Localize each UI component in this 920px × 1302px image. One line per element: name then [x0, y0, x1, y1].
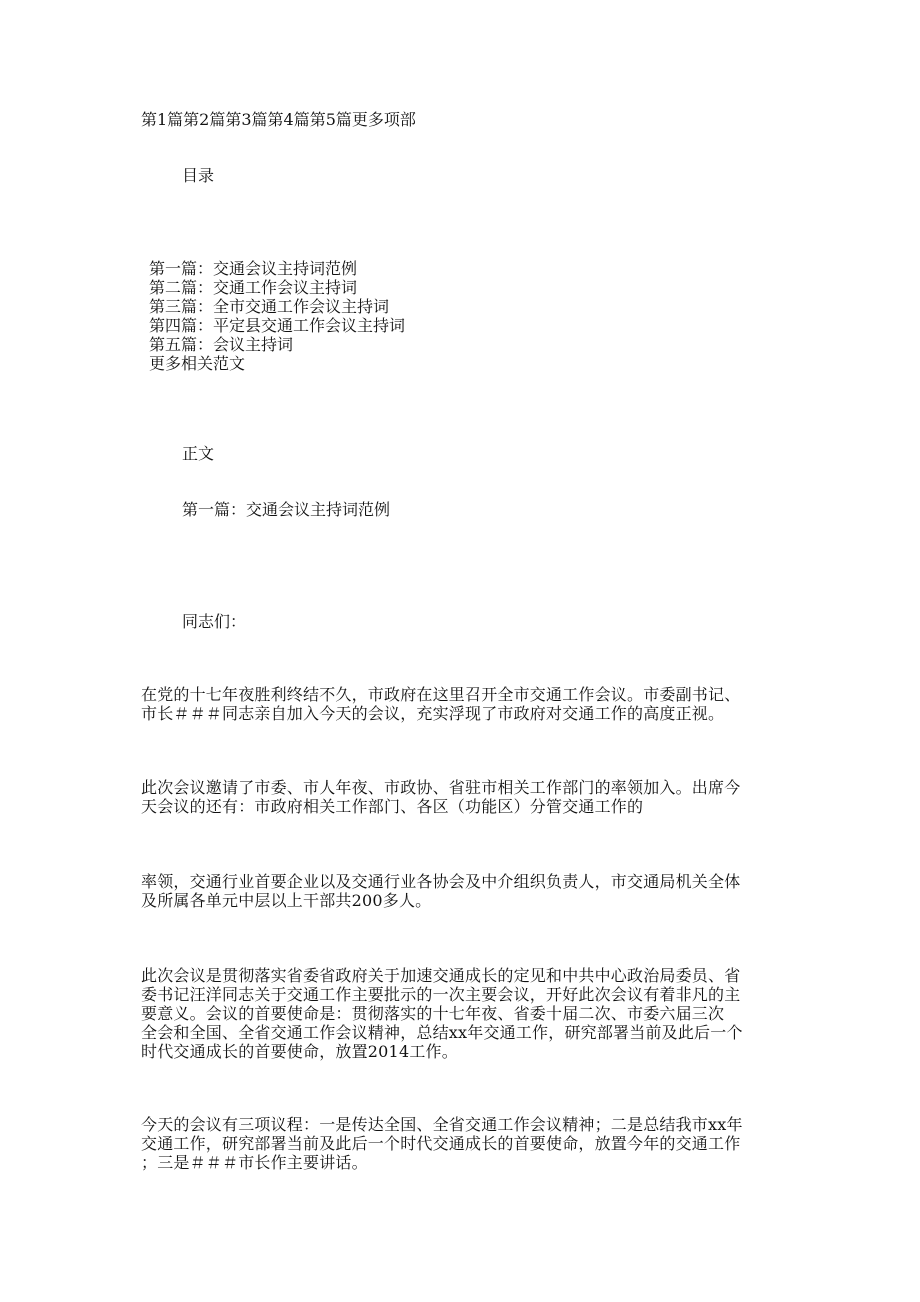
- paragraph: [141, 966, 781, 1061]
- paragraph-line: 及所属各单元中层以上干部共200多人。: [141, 891, 432, 910]
- paragraph-line: 时代交通成长的首要使命，放置2014工作。: [141, 1042, 458, 1061]
- toc-item[interactable]: 第三篇：全市交通工作会议主持词: [149, 297, 390, 316]
- paragraph: [141, 778, 781, 816]
- toc-list: [149, 259, 405, 373]
- paragraph: [141, 872, 781, 910]
- paragraph-line: 此次会议是贯彻落实省委省政府关于加速交通成长的定见和中共中心政治局委员、省: [141, 966, 741, 985]
- paragraph-line: ；三是＃＃＃市长作主要讲话。: [141, 1153, 368, 1172]
- paragraph-line: 全会和全国、全省交通工作会议精神，总结xx年交通工作，研究部署当前及此后一个: [141, 1023, 743, 1042]
- article-nav[interactable]: 第1篇第2篇第3篇第4篇第5篇更多项部: [141, 110, 416, 129]
- toc-item[interactable]: 第四篇：平定县交通工作会议主持词: [149, 316, 406, 335]
- paragraph: [141, 685, 781, 723]
- paragraph-line: 此次会议邀请了市委、市人年夜、市政协、省驻市相关工作部门的率领加入。出席今: [141, 778, 741, 797]
- more-related-link[interactable]: 更多相关范文: [149, 354, 246, 373]
- paragraph-line: 交通工作，研究部署当前及此后一个时代交通成长的首要使命，放置今年的交通工作: [141, 1134, 741, 1153]
- paragraph-line: 天会议的还有：市政府相关工作部门、各区（功能区）分管交通工作的: [141, 797, 644, 816]
- toc-heading: 目录: [182, 166, 215, 185]
- body-heading: 正文: [182, 444, 215, 463]
- toc-item[interactable]: 第二篇：交通工作会议主持词: [149, 278, 358, 297]
- toc-item[interactable]: 第一篇：交通会议主持词范例: [149, 259, 358, 278]
- salutation: 同志们：: [182, 612, 247, 631]
- paragraph-line: 今天的会议有三项议程：一是传达全国、全省交通工作会议精神；二是总结我市xx年: [141, 1115, 743, 1134]
- toc-item[interactable]: 第五篇：会议主持词: [149, 335, 294, 354]
- paragraph: [141, 1115, 781, 1172]
- paragraph-line: 市长＃＃＃同志亲自加入今天的会议，充实浮现了市政府对交通工作的高度正视。: [141, 704, 725, 723]
- paragraph-line: 要意义。会议的首要使命是：贯彻落实的十七年夜、省委十届二次、市委六届三次: [141, 1004, 725, 1023]
- article-title: 第一篇：交通会议主持词范例: [182, 500, 391, 519]
- paragraph-line: 委书记汪洋同志关于交通工作主要批示的一次主要会议，开好此次会议有着非凡的主: [141, 985, 741, 1004]
- paragraph-line: 在党的十七年夜胜利终结不久，市政府在这里召开全市交通工作会议。市委副书记、: [141, 685, 741, 704]
- paragraph-line: 率领，交通行业首要企业以及交通行业各协会及中介组织负责人，市交通局机关全体: [141, 872, 741, 891]
